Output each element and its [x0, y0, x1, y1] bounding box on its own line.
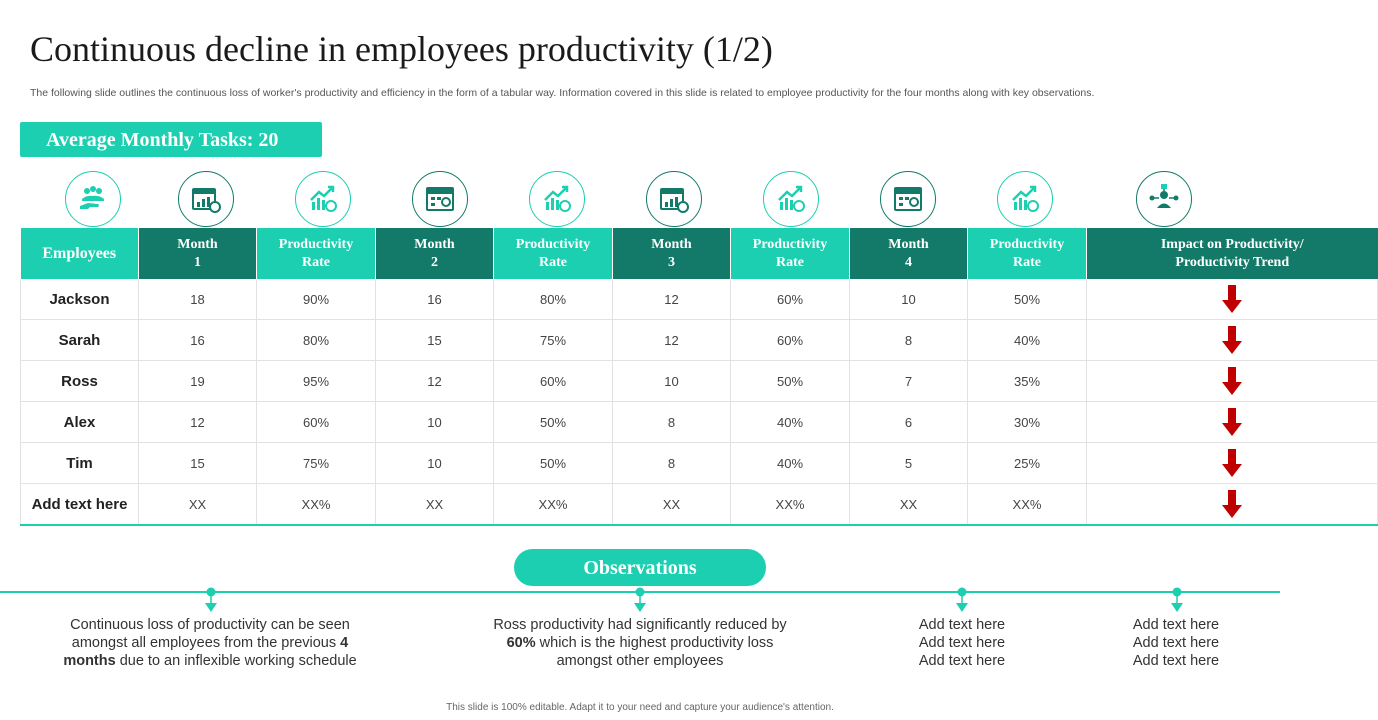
- trend-cell: [1087, 484, 1378, 526]
- rate-cell: 80%: [257, 320, 376, 361]
- header-month-3: Month 3: [613, 228, 731, 279]
- tasks-cell: 15: [139, 443, 257, 484]
- rate-cell: XX%: [731, 484, 850, 526]
- down-arrow-icon: [1221, 366, 1243, 396]
- rate-cell: 40%: [968, 320, 1087, 361]
- page-title: Continuous decline in employees productivity (1/2): [30, 29, 773, 69]
- tasks-cell: 12: [376, 361, 494, 402]
- tasks-cell: 8: [613, 402, 731, 443]
- table-header-row: [21, 228, 1378, 279]
- tasks-cell: 5: [850, 443, 968, 484]
- header-rate-1: Productivity Rate: [257, 228, 376, 279]
- table-row: [21, 402, 1378, 443]
- calendar-gear-icon: [880, 171, 936, 227]
- header-month-1: Month 1: [139, 228, 257, 279]
- header-month-4: Month 4: [850, 228, 968, 279]
- header-rate-2: Productivity Rate: [494, 228, 613, 279]
- rate-cell: 40%: [731, 443, 850, 484]
- calendar-gear-icon: [412, 171, 468, 227]
- rate-cell: 40%: [731, 402, 850, 443]
- header-rate-4: Productivity Rate: [968, 228, 1087, 279]
- tasks-cell: 18: [139, 279, 257, 320]
- trend-cell: [1087, 443, 1378, 484]
- rate-cell: 75%: [494, 320, 613, 361]
- tasks-cell: XX: [376, 484, 494, 526]
- down-arrow-icon: [1221, 448, 1243, 478]
- header-month-2: Month 2: [376, 228, 494, 279]
- rate-cell: 30%: [968, 402, 1087, 443]
- rate-cell: XX%: [968, 484, 1087, 526]
- tasks-cell: 10: [613, 361, 731, 402]
- tasks-cell: 15: [376, 320, 494, 361]
- growth-chart-icon: [763, 171, 819, 227]
- tasks-cell: 19: [139, 361, 257, 402]
- employee-name-cell: Ross: [21, 361, 139, 402]
- growth-chart-icon: [295, 171, 351, 227]
- tasks-cell: 12: [613, 320, 731, 361]
- header-rate-3: Productivity Rate: [731, 228, 850, 279]
- employee-name-cell: Sarah: [21, 320, 139, 361]
- footer-note: This slide is 100% editable. Adapt it to your need and capture your audience's attention.: [446, 702, 834, 713]
- timeline-marker: [1170, 587, 1184, 613]
- rate-cell: 35%: [968, 361, 1087, 402]
- rate-cell: 60%: [731, 320, 850, 361]
- rate-cell: 75%: [257, 443, 376, 484]
- calendar-chart-icon: [646, 171, 702, 227]
- timeline-marker: [633, 587, 647, 613]
- rate-cell: 50%: [731, 361, 850, 402]
- employee-name-cell: Jackson: [21, 279, 139, 320]
- observation-text: Add text here Add text here Add text here: [1132, 617, 1220, 669]
- rate-cell: 60%: [257, 402, 376, 443]
- tasks-cell: 8: [850, 320, 968, 361]
- rate-cell: XX%: [257, 484, 376, 526]
- tasks-cell: 10: [376, 443, 494, 484]
- handshake-people-icon: [65, 171, 121, 227]
- rate-cell: 90%: [257, 279, 376, 320]
- trend-cell: [1087, 320, 1378, 361]
- tasks-cell: 16: [139, 320, 257, 361]
- observation-text: [485, 616, 795, 670]
- observation-text: Add text here Add text here Add text here: [918, 617, 1006, 669]
- tasks-cell: 8: [613, 443, 731, 484]
- timeline-marker: [955, 587, 969, 613]
- rate-cell: 25%: [968, 443, 1087, 484]
- observation-text-emphasis: 60%: [506, 635, 536, 651]
- observation-text-emphasis: 4 months: [63, 635, 349, 669]
- observation-text: [55, 616, 365, 670]
- employee-name-cell: Add text here: [21, 484, 139, 526]
- average-tasks-badge: Average Monthly Tasks: 20: [20, 122, 322, 157]
- tasks-cell: XX: [139, 484, 257, 526]
- table-row: [21, 443, 1378, 484]
- table-row: [21, 484, 1378, 526]
- tasks-cell: 7: [850, 361, 968, 402]
- productivity-table: [20, 228, 1378, 526]
- page-subtitle: The following slide outlines the continuous loss of worker's productivity and efficiency in the form of a tabular way. Information covered in this slide is related to employee productivity for the four months along with key observations.: [30, 87, 1095, 99]
- observation-text-part: due to an inflexible working schedule: [115, 653, 357, 669]
- employee-name-cell: Tim: [21, 443, 139, 484]
- rate-cell: 50%: [494, 402, 613, 443]
- rate-cell: 95%: [257, 361, 376, 402]
- trend-cell: [1087, 361, 1378, 402]
- down-arrow-icon: [1221, 407, 1243, 437]
- tasks-cell: 10: [850, 279, 968, 320]
- observations-title: Observations: [514, 549, 766, 586]
- down-arrow-icon: [1221, 284, 1243, 314]
- calendar-chart-icon: [178, 171, 234, 227]
- rate-cell: 50%: [968, 279, 1087, 320]
- rate-cell: XX%: [494, 484, 613, 526]
- tasks-cell: 12: [139, 402, 257, 443]
- growth-chart-icon: [997, 171, 1053, 227]
- table-row: [21, 361, 1378, 402]
- table-row: [21, 320, 1378, 361]
- down-arrow-icon: [1221, 325, 1243, 355]
- header-employees: Employees: [21, 228, 139, 279]
- observation-text-part: which is the highest productivity loss amongst other employees: [535, 635, 774, 669]
- observation-text-part: Ross productivity had significantly reduced by: [493, 617, 787, 633]
- trend-cell: [1087, 402, 1378, 443]
- growth-chart-icon: [529, 171, 585, 227]
- timeline-marker: [204, 587, 218, 613]
- table-row: [21, 279, 1378, 320]
- tasks-cell: 6: [850, 402, 968, 443]
- tasks-cell: XX: [850, 484, 968, 526]
- tasks-cell: 10: [376, 402, 494, 443]
- network-person-icon: [1136, 171, 1192, 227]
- rate-cell: 80%: [494, 279, 613, 320]
- tasks-cell: 12: [613, 279, 731, 320]
- rate-cell: 50%: [494, 443, 613, 484]
- tasks-cell: 16: [376, 279, 494, 320]
- header-impact: Impact on Productivity/ Productivity Trend: [1087, 228, 1378, 279]
- rate-cell: 60%: [494, 361, 613, 402]
- tasks-cell: XX: [613, 484, 731, 526]
- employee-name-cell: Alex: [21, 402, 139, 443]
- rate-cell: 60%: [731, 279, 850, 320]
- trend-cell: [1087, 279, 1378, 320]
- down-arrow-icon: [1221, 489, 1243, 519]
- observation-text-part: Continuous loss of productivity can be seen amongst all employees from the previous: [70, 617, 350, 651]
